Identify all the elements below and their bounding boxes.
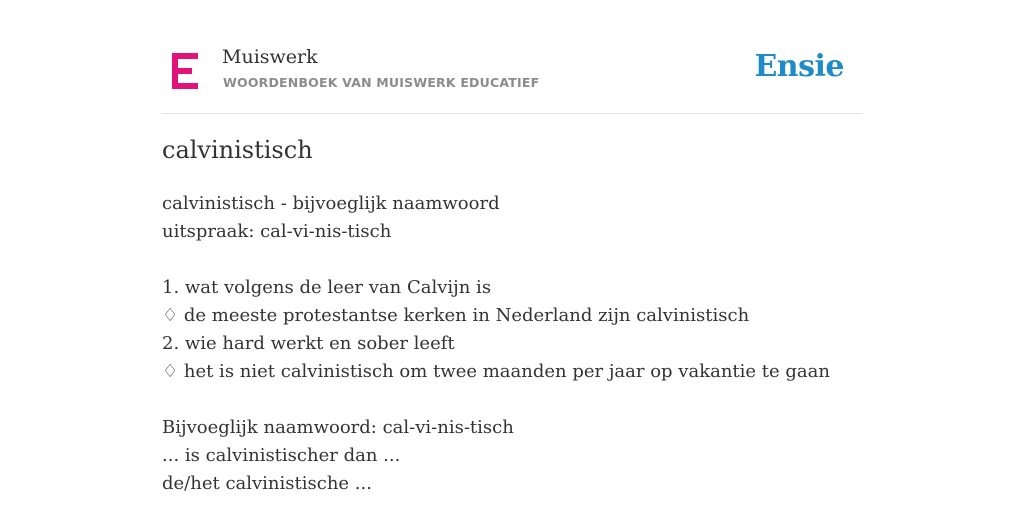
muiswerk-logo-icon[interactable]: [172, 53, 200, 89]
entry-line: Bijvoeglijk naamwoord: cal-vi-nis-tisch: [162, 417, 514, 438]
brand-subtitle: WOORDENBOEK VAN MUISWERK EDUCATIEF: [223, 75, 540, 90]
page-content: [162, 0, 862, 494]
entry-line: ... is calvinistischer dan ...: [162, 445, 401, 466]
entry-line: calvinistisch - bijvoeglijk naamwoord: [162, 193, 500, 214]
entry-definition: [162, 190, 830, 498]
entry-title: calvinistisch: [162, 136, 313, 164]
entry-line: ♢ het is niet calvinistisch om twee maanden per jaar op vakantie te gaan: [162, 361, 830, 382]
entry-line: [162, 386, 830, 414]
ensie-logo[interactable]: Ensie: [754, 49, 844, 84]
brand-name[interactable]: Muiswerk: [222, 46, 318, 68]
entry-line: 1. wat volgens de leer van Calvijn is: [162, 277, 492, 298]
page-header: [162, 0, 862, 114]
entry-line: 2. wie hard werkt en sober leeft: [162, 333, 455, 354]
entry-line: ♢ de meeste protestantse kerken in Nederland zijn calvinistisch: [162, 305, 750, 326]
entry-line: de/het calvinistische ...: [162, 473, 372, 494]
entry-line: uitspraak: cal-vi-nis-tisch: [162, 221, 392, 242]
entry-line: [162, 246, 830, 274]
